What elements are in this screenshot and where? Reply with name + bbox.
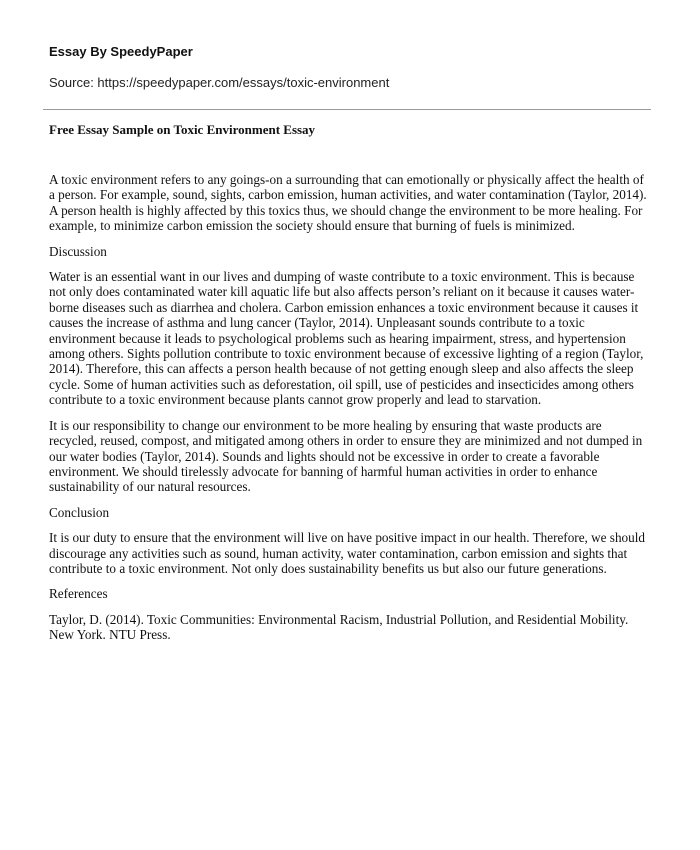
source-line: Source: https://speedypaper.com/essays/toxic-environment [49,75,390,90]
site-title: Essay By SpeedyPaper [49,44,193,59]
header-divider [43,109,651,110]
conclusion-heading: Conclusion [49,504,110,520]
conclusion-paragraph: It is our duty to ensure that the environment will live on have positive impact in our health. Therefore, we should discourage any activities such as sound, human activity, water contamination, carbon emission and sights that contribute to a toxic environment. Not only does sustainability benefits us but also our future generations. [49,530,645,576]
essay-body [49,172,652,643]
document-header [49,0,652,91]
discussion-paragraph-1: Water is an essential want in our lives and dumping of waste contribute to a toxic environment. This is because not only does contaminated water kill aquatic life but also affects person’s reliant on it because it causes water-borne diseases such as diarrhea and cholera. Carbon emission enhances a toxic environment because it causes it causes the increase of asthma and lung cancer (Taylor, 2014). Unpleasant sounds contribute to a toxic environment because it leads to psychological problems such as hearing impairment, stress, and hypertension among others. Sights pollution contribute to toxic environment because of excessive lighting of a region (Taylor, 2014). Therefore, this can affects a person health because of not getting enough sleep and also affects the sleep cycle. Some of human activities such as deforestation, oil spill, use of pesticides and insecticides among others contribute to a toxic environment because plants cannot grow properly and lead to starvation. [49,269,644,408]
references-heading: References [49,586,108,602]
discussion-heading: Discussion [49,243,107,259]
reference-item: Taylor, D. (2014). Toxic Communities: Environmental Racism, Industrial Pollution, and Residential Mobility. New York. NTU Press. [49,611,629,643]
essay-title: Free Essay Sample on Toxic Environment Essay [49,122,316,137]
intro-paragraph: A toxic environment refers to any goings-on a surrounding that can emotionally or physically affect the health of a person. For example, sound, sights, carbon emission, human activities, and water contamination (Taylor, 2014). A person health is highly affected by this toxics thus, we should change the environment to be more healing. For example, to minimize carbon emission the society should ensure that burning of fuels is minimized. [49,172,647,234]
discussion-paragraph-2: It is our responsibility to change our environment to be more healing by ensuring that waste products are recycled, reused, compost, and mitigated among others in order to ensure they are minimized and not dumped in our water bodies (Taylor, 2014). Sounds and lights should not be excessive in order to create a favorable environment. We should tirelessly advocate for banning of harmful human activities in order to enhance sustainability of our natural resources. [49,417,643,495]
